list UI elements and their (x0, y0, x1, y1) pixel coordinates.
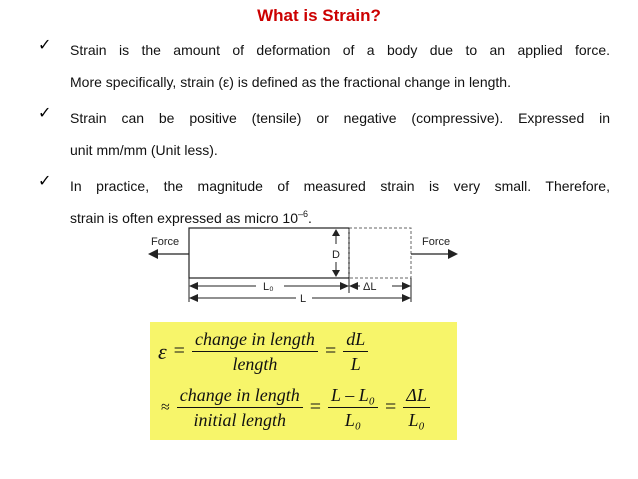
fraction-delta-l-over-l0 (403, 384, 430, 431)
fraction-dl-over-l (343, 328, 368, 375)
fraction-change-over-initial (177, 384, 303, 431)
fraction-denominator: length (232, 354, 278, 374)
bullet-list (38, 34, 610, 238)
bullet-text-part: . (308, 210, 312, 226)
strain-formula-box (150, 322, 457, 440)
bullet-text: Strain can be positive (tensile) or negative (compressive). Expressed in (70, 110, 610, 126)
bullet-text: unit mm/mm (Unit less). (70, 142, 218, 158)
fraction-l-minus-l0-over-l0 (328, 384, 378, 431)
fraction-denominator: initial length (193, 410, 287, 430)
formula-row-1 (154, 328, 372, 375)
fraction-numerator: L – L₀ (328, 384, 378, 408)
strain-diagram (146, 218, 462, 302)
fraction-numerator: change in length (177, 384, 303, 408)
bullet-text: More specifically, strain (ε) is defined as the fractional change in length. (70, 74, 511, 90)
dl-arrowhead-right (402, 282, 411, 290)
formula-row-2 (158, 384, 434, 431)
equals-sign: = (385, 396, 397, 418)
force-left-arrowhead (148, 249, 158, 259)
l0-arrowhead-left (189, 282, 198, 290)
l-arrowhead-left (189, 294, 198, 302)
bullet-item (38, 102, 610, 166)
l0-label: L₀ (263, 281, 274, 293)
page-title: What is Strain? (257, 6, 381, 25)
l-arrowhead-right (402, 294, 411, 302)
checkmark-icon: ✓ (38, 171, 52, 190)
bullet-item (38, 34, 610, 98)
elongation-outline (349, 228, 411, 278)
force-right-arrowhead (448, 249, 458, 259)
dl-label: ΔL (363, 281, 377, 293)
l-label: L (300, 293, 307, 302)
fraction-denominator: L (350, 354, 361, 374)
equals-sign: = (309, 396, 322, 418)
original-bar (189, 228, 349, 278)
epsilon-symbol: ε (158, 338, 167, 364)
equals-sign: = (173, 340, 185, 362)
l0-arrowhead-right (340, 282, 349, 290)
dl-arrowhead-left (349, 282, 358, 290)
fraction-denominator: L₀ (344, 410, 362, 430)
bullet-text: In practice, the magnitude of measured strain is very small. Therefore, (70, 178, 610, 194)
bullet-text: Strain is the amount of deformation of a body due to an applied force. (70, 42, 610, 58)
fraction-numerator: dL (343, 328, 368, 352)
equals-sign: = (324, 340, 337, 362)
checkmark-icon: ✓ (38, 103, 52, 122)
exponent: –6 (298, 209, 309, 219)
approx-sign: ≈ (161, 398, 170, 416)
force-right-label: Force (422, 236, 451, 248)
checkmark-icon: ✓ (38, 35, 52, 54)
fraction-denominator: L₀ (408, 410, 425, 430)
d-label: D (332, 249, 340, 261)
force-left-label: Force (151, 236, 180, 248)
fraction-numerator: change in length (192, 328, 318, 352)
bullet-text-part: strain is often expressed as micro 10 (70, 210, 298, 226)
fraction-change-over-length (192, 328, 318, 375)
fraction-numerator: ΔL (403, 384, 430, 408)
